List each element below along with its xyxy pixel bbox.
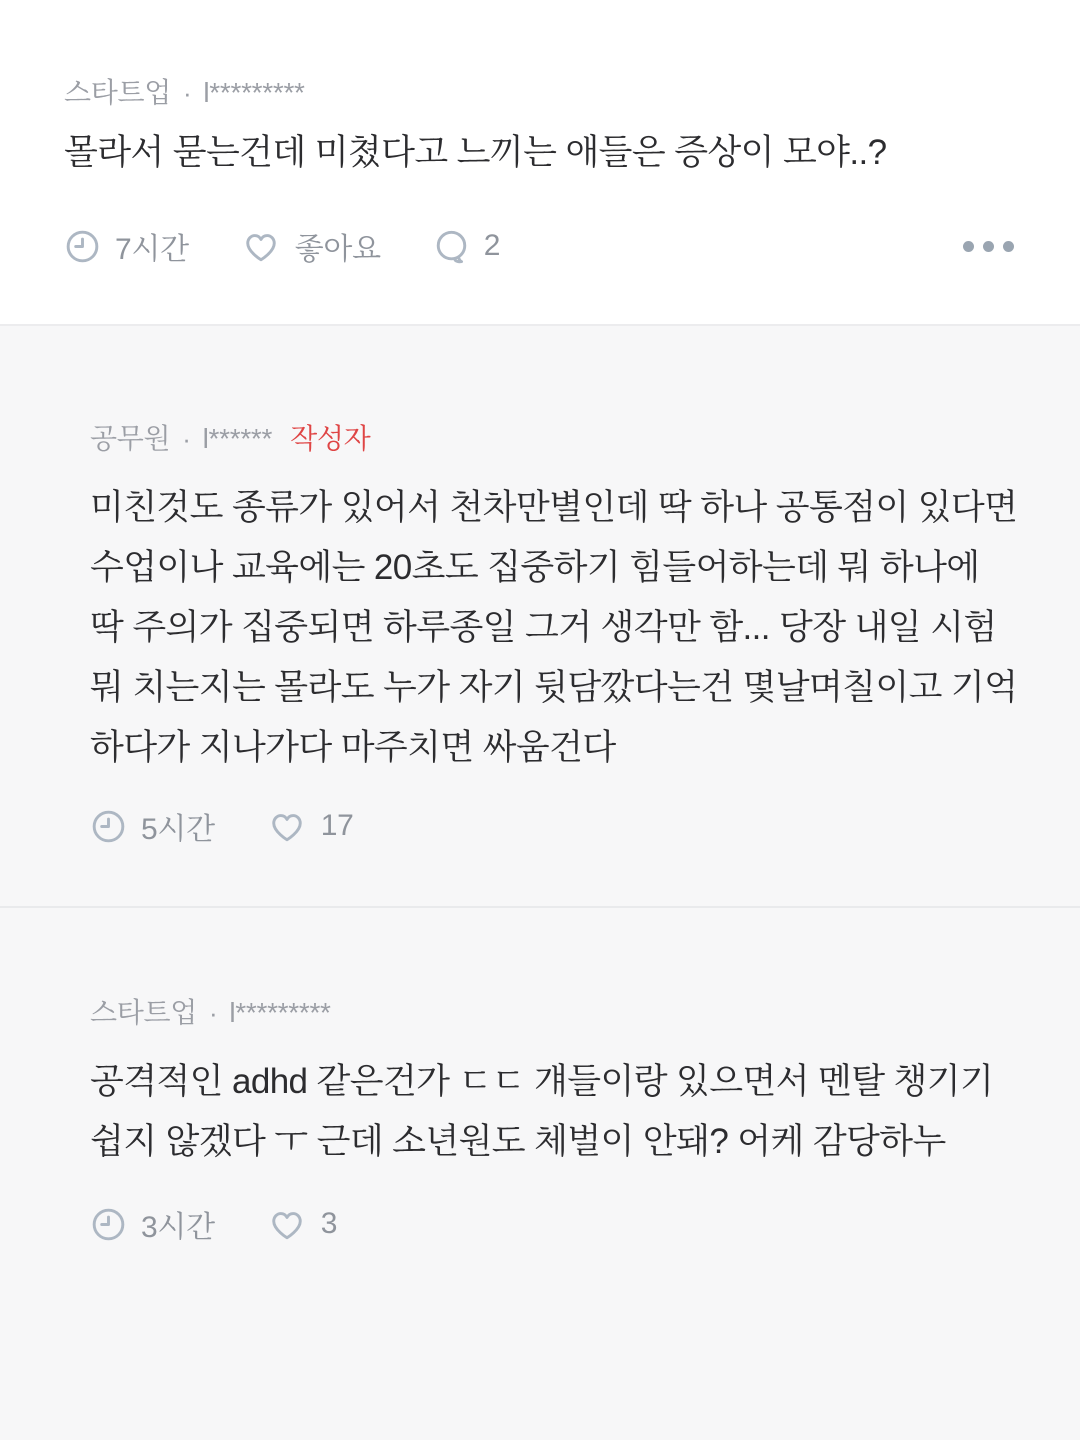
comment-meta — [90, 804, 1020, 906]
reply-comment-2 — [0, 908, 1080, 1304]
clock-icon — [90, 1206, 127, 1243]
chat-bubble-icon — [433, 228, 470, 265]
like-button[interactable] — [241, 224, 381, 268]
more-options-button[interactable] — [961, 233, 1016, 260]
author-badge: 작성자 — [290, 423, 371, 454]
comment-meta — [90, 1202, 1020, 1304]
dot-separator: · — [209, 998, 218, 1028]
dot-separator: · — [182, 424, 191, 454]
clock-icon — [90, 808, 127, 845]
author-group: 스타트업 — [90, 997, 197, 1028]
heart-icon — [241, 228, 281, 265]
comment-author — [90, 996, 1020, 1030]
timestamp-label: 7시간 — [115, 233, 189, 266]
like-count: 17 — [320, 809, 354, 842]
comment-body: 공격적인 adhd 같은건가 ㄷㄷ 걔들이랑 있으면서 멘탈 챙기기 쉽지 않겠다 ㅜ 근데 소년원도 체벌이 안돼? 어케 감당하누 — [90, 1062, 994, 1161]
like-count: 3 — [320, 1207, 338, 1240]
heart-icon — [267, 1206, 307, 1243]
more-options-icon — [963, 241, 974, 252]
author-group: 공무원 — [90, 423, 171, 454]
replies-section — [0, 326, 1080, 1440]
like-button[interactable] — [267, 808, 354, 845]
parent-comment — [0, 0, 1080, 326]
comment-body: 미친것도 종류가 있어서 천차만별인데 딱 하나 공통점이 있다면 수업이나 교육에는 20초도 집중하기 힘들어하는데 뭐 하나에 딱 주의가 집중되면 하루종일 그거 생각만 함... 당장 내일 시험 뭐 치는지는 몰라도 누가 자기 뒷담깠다는건 몇날며칠이고 기억하다가 지나가다 마주치면 싸움건다 — [90, 488, 1018, 767]
author-group: 스타트업 — [64, 77, 171, 108]
timestamp — [64, 224, 189, 268]
timestamp — [90, 1202, 215, 1246]
reply-count-button[interactable] — [433, 228, 500, 265]
heart-icon — [267, 808, 307, 845]
comment-body: 몰라서 묻는건데 미쳤다고 느끼는 애들은 증상이 모야..? — [64, 133, 887, 172]
dot-separator: · — [183, 78, 192, 108]
timestamp — [90, 804, 215, 848]
like-button[interactable] — [267, 1206, 337, 1243]
comment-meta — [64, 224, 1016, 268]
comment-author — [64, 76, 1016, 110]
comment-author — [90, 422, 1020, 456]
reply-comment-1 — [0, 326, 1080, 908]
author-id: l********* — [203, 77, 305, 108]
clock-icon — [64, 228, 101, 265]
timestamp-label: 5시간 — [141, 813, 215, 846]
reply-count: 2 — [483, 229, 501, 262]
timestamp-label: 3시간 — [141, 1211, 215, 1244]
like-label: 좋아요 — [294, 233, 381, 266]
author-id: l****** — [202, 423, 273, 454]
author-id: l********* — [229, 997, 331, 1028]
